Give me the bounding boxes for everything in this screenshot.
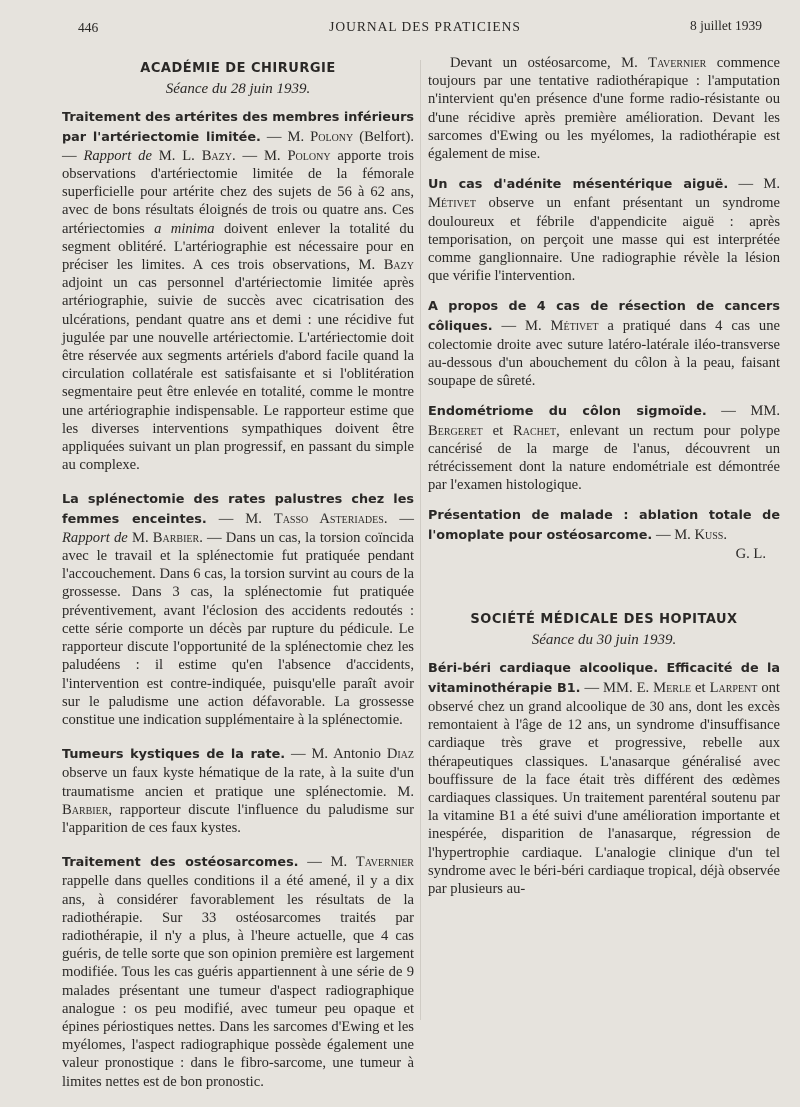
author-name: Merle [653,679,692,696]
article-arterites: Traitement des artérites des membres inférieurs par l'artériectomie limitée. — M. Polony (Belfort). — Rapport de M. L. Bazy. — M. Polony apporte trois observations d'artériectomie limitée de la fémorale superficielle pour artérite chez des sujets de 56 à 62 ans, avec de bons résultats éloignés de trois ou quatre ans. Ces artériectomies a minima doivent enlever la totalité du segment oblitéré. L'artériographie est nécessaire pour en préciser les limites. A ces trois observations, M. Bazy adjoint un cas personnel d'artériectomie limitée après artériographie, suivie de succès avec cicatrisation des ulcérations, pendant quatre ans et demi : une récidive fut jugulée par une nouvelle artériectomie. L'artériectomie doit être réservée aux segments artériels d'abord facile quand la circulation collatérale est satisfaisante et si l'oblitération segmentaire peut être enlevée en totalité, comme le montre une artériographie indispensable. Le rapporteur estime que les diverses interventions sympathiques doivent être appliquées suivant un plan progressif, en passant du simple au complexe. [62,110,415,474]
issue-date: 8 juillet 1939 [690,18,762,33]
author-name: Métivet [428,195,476,212]
article-cancers-coliques: A propos de 4 cas de résection de cancers côliques. — M. Métivet a pratiqué dans 4 cas une colectomie droite avec suture latéro-latérale iléo-transverse au-dessous d'un abouchement du côlon à la peau, faisant soupape de sûreté. [428,299,780,390]
author-name: Diaz [386,746,415,763]
article-body: observe un faux kyste hématique de la rate, à la suite d'un traumatisme ancien et pratique une splénectomie. M. [62,765,414,800]
author-name: Bazy [383,257,414,274]
section-heading-societe: SOCIÉTÉ MÉDICALE DES HOPITAUX [470,612,738,628]
article-title: La splénectomie des rates palustres chez les femmes enceintes. [62,492,414,527]
article-body: ont observé chez un grand alcoolique de 30 ans, dont les excès remontaient à l'âge de 12 ans, un syndrome d'insuffisance cardiaque très grave et progressive, rebelle aux thérapeutiques classiques. L'anasarque généralisé avec bouffissure de la face était très différent des œdèmes cardiaques classiques. Un traitement parentéral soutenu par la vitamine B1 a été suivi d'une amélioration importante et inespérée, disparition de l'anasarque, régression de l'hypertrophie cardiaque. L'analogie clinique d'un tel syndrome avec le béri-béri cardiaque tropical, déjà observée par plusieurs au- [428,679,780,897]
article-osteosarcomes-cont: Devant un ostéosarcome, M. Tavernier commence toujours par une tentative radiothérapique : l'amputation n'intervient qu'en présence d'une forme radio-résistante ou d'une récidive après première amélioration. Devant les sarcomes d'Ewing ou les myélomes, la radiothérapie est également de mise. [428,55,780,163]
seance-date: Séance du 30 juin 1939. [531,632,677,649]
article-title: Endométriome du côlon sigmoïde. [428,404,707,420]
author-name: Barbier [62,801,109,818]
section-heading-academie: ACADÉMIE DE CHIRURGIE [140,61,336,76]
author-name: Bergeret [428,422,483,439]
author-name: Larpent [709,679,758,696]
author-name: Kuss [694,526,724,543]
author-name: Tasso Asteriades [273,510,384,527]
article-tumeurs-kystiques: Tumeurs kystiques de la rate. — M. Antonio Diaz observe un faux kyste hématique de la rate, à la suite d'un traumatisme ancien et pratique une splénectomie. M. Barbier, rapporteur discute l'influence du paludisme sur l'apparition de ces faux kystes. [62,746,415,836]
right-column [428,54,780,914]
article-body: . — Dans un cas, la torsion coïncida avec le travail et la splénectomie fut pratiquée pendant l'accouchement. Dans 6 cas, la torsion survint au cours de la grossesse. Dans 3 cas, la splénectomie fut pratiquée préventivement, avant l'éclosion des accidents redoutés : cette série comporte un décès par rupture du pédicule. Le rapporteur discute l'opportunité de la splénectomie chez les paludéens : il estime qu'en l'absence d'accidents, l'intervention est contre-indiquée, puisqu'elle paraît avoir sur le paludisme une action défavorable. La grossesse constitue une indication supplémentaire à la splénectomie. [62,529,415,728]
article-endometriome: Endométriome du côlon sigmoïde. — MM. Bergeret et Rachet, enlevant un rectum pour polype cancérisé de la marge de l'anus, découvrent un rétrécissement dont la nature endométriale est démontrée par l'examen histologique. [428,403,780,494]
seance-date: Séance du 28 juin 1939. [165,81,311,98]
author-name: Tavernier [355,854,414,871]
article-body: rappelle dans quelles conditions il a été amené, il y a dix ans, à considérer favorablement les résultats de la radiothérapie. Sur 33 ostéosarcomes traités par radiothérapie, il n'y a plus, à l'heure actuelle, que 4 cas guéris, de telle sorte que son opinion première est largement modifiée. Tous les cas guéris appartiennent à une série de 9 malades présentant une tumeur d'aspect radiographique analogue : os peu modifié, avec tumeur peu opaque et épines périostiques nettes. Dans les sarcomes d'Ewing et les myélomes, l'aspect radiographique possède également une valeur pronostique : dans le fibro-sarcome, une tumeur à limites nettes est de bon pronostic. [62,873,414,1090]
article-body: commence toujours par une tentative radiothérapique : l'amputation n'intervient qu'en présence d'une forme radio-résistante ou d'une récidive après première amélioration. Devant les sarcomes d'Ewing ou les myélomes, la radiothérapie est également de mise. [428,55,780,163]
journal-title: JOURNAL DES PRATICIENS [329,19,521,34]
article-title: Traitement des artérites des membres inférieurs par l'artériectomie limitée. [62,110,415,145]
running-header [78,14,772,40]
column-divider [420,60,421,1020]
author-name: Polony [287,147,331,164]
left-column [62,54,414,1107]
article-title: Béri-béri cardiaque alcoolique. Efficacité de la vitaminothérapie B1. [428,661,780,696]
article-title: Tumeurs kystiques de la rate. [62,747,286,763]
article-body: apporte trois observations d'artériectomie limitée de la fémorale superficielle pour artérite chez des sujets de 56 à 62 ans, avec de bons résultats éloignés de trois ou quatre ans. Ces artériectomies [62,147,414,237]
article-title: Un cas d'adénite mésentérique aiguë. [428,177,729,193]
article-adenite: Un cas d'adénite mésentérique aiguë. — M. Métivet observe un enfant présentant un syndrome douloureux et fébrile d'appendicite aiguë : après temporisation, on perçoit une masse qui est interprétée comme ganglionnaire. Une radiographie révèle la lésion que vérifie l'intervention. [428,176,781,285]
author-name: Rachet [512,422,557,439]
author-name: Tavernier [648,55,707,71]
author-name: Polony [310,128,354,145]
author-name: Barbier [152,529,200,546]
article-splenectomie: La splénectomie des rates palustres chez les femmes enceintes. — M. Tasso Asteriades. — Rapport de M. Barbier. — Dans un cas, la torsion coïncida avec le travail et la splénectomie fut pratiquée pendant l'accouchement. Dans 6 cas, la torsion survint au cours de la grossesse. Dans 3 cas, la splénectomie fut pratiquée préventivement, avant l'éclosion des accidents redoutés : cette série comporte un décès par rupture du pédicule. Le rapporteur discute l'opportunité de la splénectomie chez les paludéens : il estime qu'en l'absence d'accidents, l'intervention est contre-indiquée, puisqu'elle paraît avoir sur le paludisme une action défavorable. La grossesse constitue une indication supplémentaire à la splénectomie. [62,492,415,728]
article-osteosarcomes: Traitement des ostéosarcomes. — M. Tavernier rappelle dans quelles conditions il a été amené, il y a dix ans, à considérer favorablement les résultats de la radiothérapie. Sur 33 ostéosarcomes traités par radiothérapie, il n'y a plus, à l'heure actuelle, que 4 cas guéris, de telle sorte que son opinion première est largement modifiée. Tous les cas guéris appartiennent à une série de 9 malades présentant une tumeur d'aspect radiographique analogue : os peu modifié, avec tumeur peu opaque et épines périostiques nettes. Dans les sarcomes d'Ewing et les myélomes, l'aspect radiographique possède également une valeur pronostique : dans le fibro-sarcome, une tumeur à limites nettes est de bon pronostic. [62,854,414,1090]
section-spacer [428,579,780,605]
article-omoplate: Présentation de malade : ablation totale de l'omoplate pour ostéosarcome. — M. Kuss. G. L. [428,508,780,562]
author-name: Métivet [550,317,599,334]
article-body: observe un enfant présentant un syndrome douloureux et fébrile d'appendicite aiguë : après temporisation, on perçoit une masse qui est interprétée comme ganglionnaire. Une radiographie révèle la lésion que vérifie l'intervention. [428,195,780,285]
article-title: A propos de 4 cas de résection de cancers côliques. [428,299,780,334]
page-number: 446 [78,20,99,35]
article-title: Présentation de malade : ablation totale de l'omoplate pour ostéosarcome. [428,508,780,543]
article-title: Traitement des ostéosarcomes. [62,855,299,871]
article-beriberi: Béri-béri cardiaque alcoolique. Efficacité de la vitaminothérapie B1. — MM. E. Merle et Larpent ont observé chez un grand alcoolique de 30 ans, dont les excès remontaient à l'âge de 12 ans, un syndrome d'insuffisance cardiaque très grave et progressive, rebelle aux thérapeutiques classiques. L'anasarque généralisé avec bouffissure de la face était très différent des œdèmes cardiaques classiques. Un traitement parentéral soutenu par la vitamine B1 a été suivi d'une amélioration importante et inespérée, disparition de l'anasarque, régression de l'hypertrophie cardiaque. L'analogie clinique d'un tel syndrome avec le béri-béri cardiaque tropical, déjà observée par plusieurs au- [428,661,780,897]
signature: G. L. [735,545,766,562]
author-name: Bazy [201,147,232,164]
article-body: a pratiqué dans 4 cas une colectomie droite avec suture latéro-latérale iléo-transverse au-dessous d'un abouchement du côlon à la peau, faisant soupape de sûreté. [428,317,780,390]
article-body: , enlevant un rectum pour polype cancérisé de la marge de l'anus, découvrent un rétrécissement dont la nature endométriale est démontrée par l'examen histologique. [428,422,780,494]
